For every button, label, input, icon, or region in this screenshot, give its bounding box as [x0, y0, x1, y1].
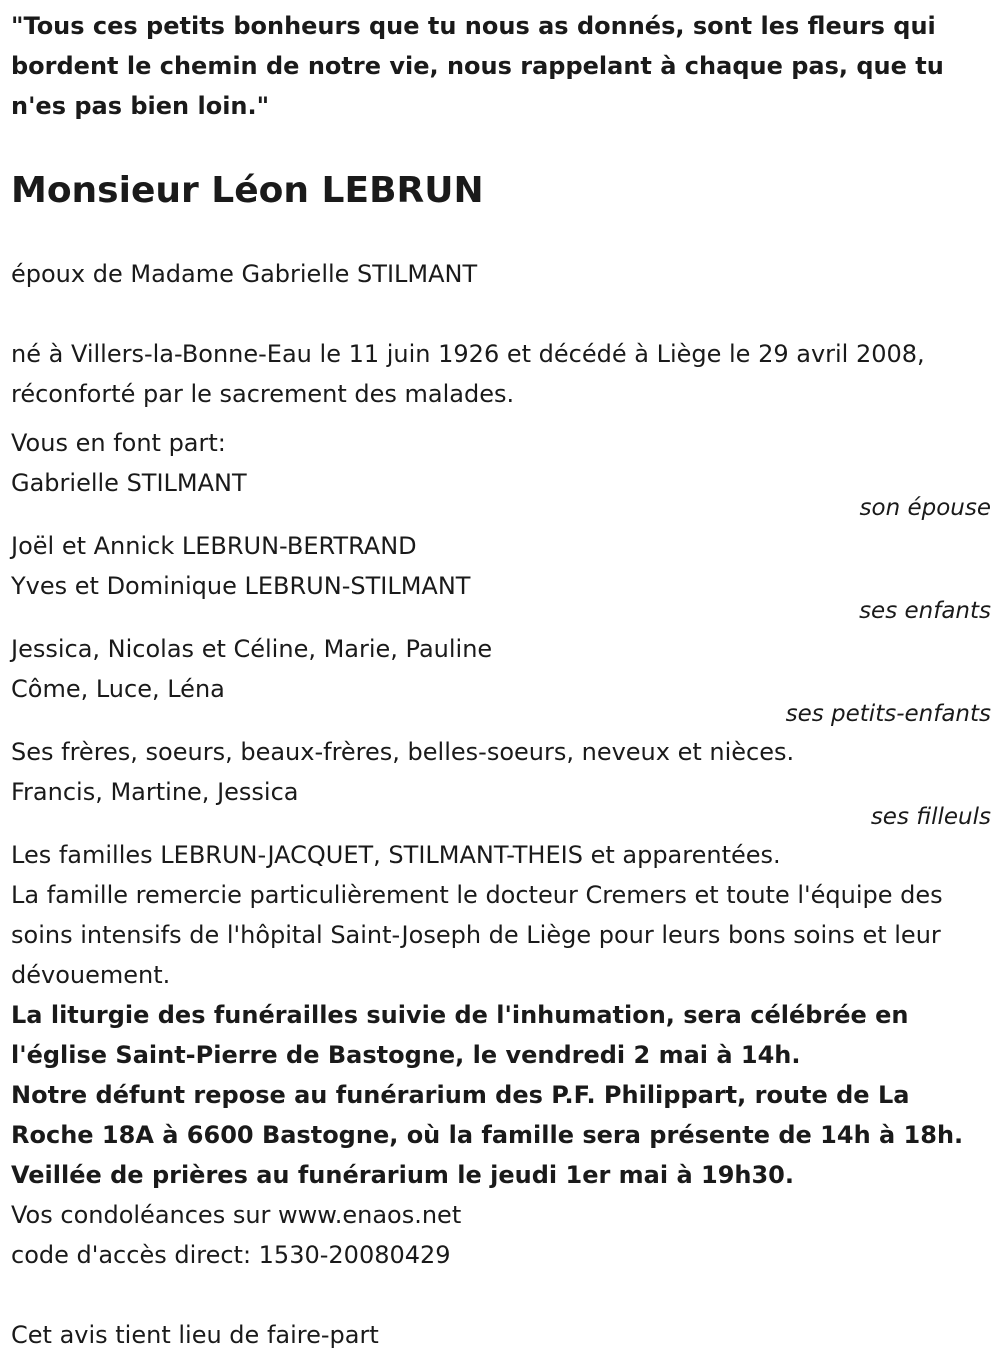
group-children-name-2: Yves et Dominique LEBRUN-STILMANT — [11, 572, 471, 600]
funeral-info: La liturgie des funérailles suivie de l'inhumation, sera célébrée en l'église Saint-Pierre de Bastogne, le vendredi 2 mai à 14h. — [11, 1001, 909, 1069]
announce-intro: Vous en font part: — [11, 429, 226, 457]
group-grandchildren-name-2: Côme, Luce, Léna — [11, 675, 225, 703]
spouse-line: époux de Madame Gabrielle STILMANT — [11, 260, 478, 288]
group-siblings-line: Ses frères, soeurs, beaux-frères, belles-soeurs, neveux et nièces. — [11, 738, 795, 766]
group-godchildren-names: Francis, Martine, Jessica — [11, 778, 299, 806]
group-grandchildren-name-1: Jessica, Nicolas et Céline, Marie, Pauline — [11, 635, 493, 663]
access-code: code d'accès direct: 1530-20080429 — [11, 1241, 451, 1269]
closing-note: Cet avis tient lieu de faire-part — [11, 1321, 379, 1349]
vigil-info: Veillée de prières au funérarium le jeudi 1er mai à 19h30. — [11, 1161, 794, 1189]
role-godchildren: ses filleuls — [870, 804, 991, 830]
birth-death-text: né à Villers-la-Bonne-Eau le 11 juin 1926 et décédé à Liège le 29 avril 2008, réconforté par le sacrement des malades. — [11, 340, 925, 408]
rest-info: Notre défunt repose au funérarium des P.F. Philippart, route de La Roche 18A à 6600 Bastogne, où la famille sera présente de 14h à 18h. — [11, 1081, 964, 1149]
memorial-quote: "Tous ces petits bonheurs que tu nous as donnés, sont les fleurs qui bordent le chemin de notre vie, nous rappelant à chaque pas, que tu n'es pas bien loin." — [11, 12, 944, 120]
thanks-text: La famille remercie particulièrement le docteur Cremers et toute l'équipe des soins intensifs de l'hôpital Saint-Joseph de Liège pour leurs bons soins et leur dévouement. — [11, 881, 943, 989]
group-children-name-1: Joël et Annick LEBRUN-BERTRAND — [11, 532, 417, 560]
obituary-notice — [11, 6, 991, 1349]
families-line: Les familles LEBRUN-JACQUET, STILMANT-THEIS et apparentées. — [11, 841, 781, 869]
condolences-link: Vos condoléances sur www.enaos.net — [11, 1201, 462, 1229]
role-spouse: son épouse — [859, 495, 991, 521]
role-children: ses enfants — [859, 598, 991, 624]
role-grandchildren: ses petits-enfants — [785, 701, 991, 727]
group-spouse-name: Gabrielle STILMANT — [11, 469, 247, 497]
deceased-name: Monsieur Léon LEBRUN — [11, 170, 484, 211]
